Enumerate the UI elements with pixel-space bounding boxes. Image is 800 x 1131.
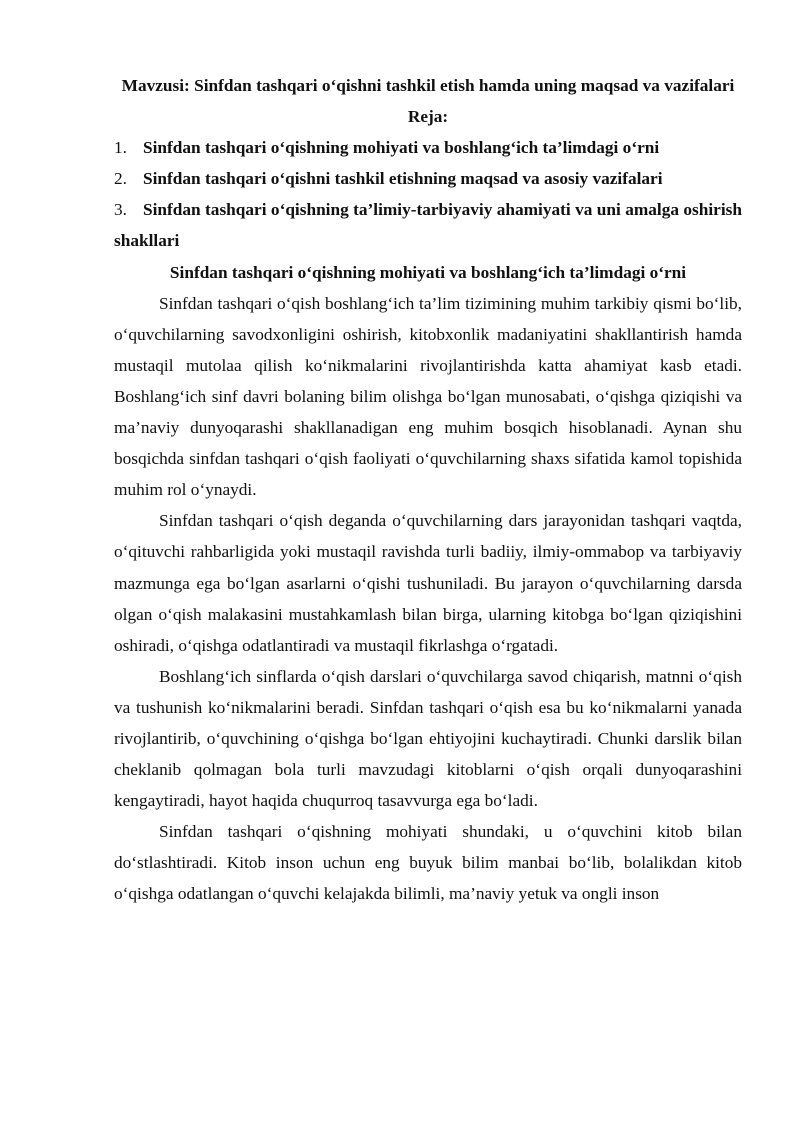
- plan-item-number: 1.: [114, 138, 127, 158]
- body-paragraph: Boshlang‘ich sinflarda o‘qish darslari o‘quvchilarga savod chiqarish, matnni o‘qish va tushunish ko‘nikmalarini beradi. Sinfdan tashqari o‘qish esa bu ko‘nikmalarni yanada rivojlantirib, o‘quvchining o‘qishga bo‘lgan ehtiyojini kuchaytiradi. Chunki darslik bilan cheklanib qolmagan bola turli mavzudagi kitoblarni o‘qish orqali dunyoqarashini kengaytiradi, hayot haqida chuqurroq tasavvurga ega bo‘ladi.: [114, 666, 742, 811]
- document-page: [114, 70, 742, 910]
- body-paragraph: Sinfdan tashqari o‘qish boshlang‘ich ta’lim tizimining muhim tarkibiy qismi bo‘lib, o‘quvchilarning savodxonligini oshirish, kitobxonlik madaniyatini shakllantirish hamda mustaqil mutolaa qilish ko‘nikmalarini rivojlantirishda katta ahamiyat kasb etadi. Boshlang‘ich sinf davri bolaning bilim olishga bo‘lgan munosabati, o‘qishga qiziqishi va ma’naviy dunyoqarashi shakllanadigan eng muhim bosqich hisoblanadi. Aynan shu bosqichda sinfdan tashqari o‘qish faoliyati o‘quvchilarning shaxs sifatida kamol topishida muhim rol o‘ynaydi.: [114, 293, 742, 500]
- plan-item: [114, 194, 742, 256]
- section-title: Sinfdan tashqari o‘qishning mohiyati va boshlang‘ich ta’limdagi o‘rni: [169, 262, 687, 282]
- plan-item: [114, 132, 742, 163]
- plan-item: [114, 163, 742, 194]
- plan-item-number: 2.: [114, 169, 127, 189]
- plan-item-text: Sinfdan tashqari o‘qishni tashkil etishning maqsad va asosiy vazifalari: [143, 169, 663, 189]
- body-paragraph: Sinfdan tashqari o‘qish deganda o‘quvchilarning dars jarayonidan tashqari vaqtda, o‘qituvchi rahbarligida yoki mustaqil ravishda turli badiiy, ilmiy-ommabop va tarbiyaviy mazmunga ega bo‘lgan asarlarni o‘qishi tushuniladi. Bu jarayon o‘quvchilarning darsda olgan o‘qish malakasini mustahkamlash bilan birga, ularning kitobga bo‘lgan qiziqishini oshiradi, o‘qishga odatlantiradi va mustaqil fikrlashga o‘rgatadi.: [114, 511, 742, 655]
- plan-heading: Reja:: [407, 107, 449, 127]
- body-paragraph: Sinfdan tashqari o‘qishning mohiyati shundaki, u o‘quvchini kitob bilan do‘stlashtiradi. Kitob inson uchun eng buyuk bilim manbai bo‘lib, bolalikdan kitob o‘qishga odatlangan o‘quvchi kelajakda bilimli, ma’naviy yetuk va ongli inson: [114, 822, 742, 904]
- plan-item-text: Sinfdan tashqari o‘qishning mohiyati va boshlang‘ich ta’limdagi o‘rni: [143, 138, 660, 158]
- plan-list: [114, 132, 742, 256]
- document-title: Mavzusi: Sinfdan tashqari o‘qishni tashkil etish hamda uning maqsad va vazifalari: [121, 76, 735, 95]
- plan-item-number: 3.: [114, 200, 127, 220]
- plan-item-text: Sinfdan tashqari o‘qishning ta’limiy-tarbiyaviy ahamiyati va uni amalga oshirish shakllari: [114, 200, 742, 251]
